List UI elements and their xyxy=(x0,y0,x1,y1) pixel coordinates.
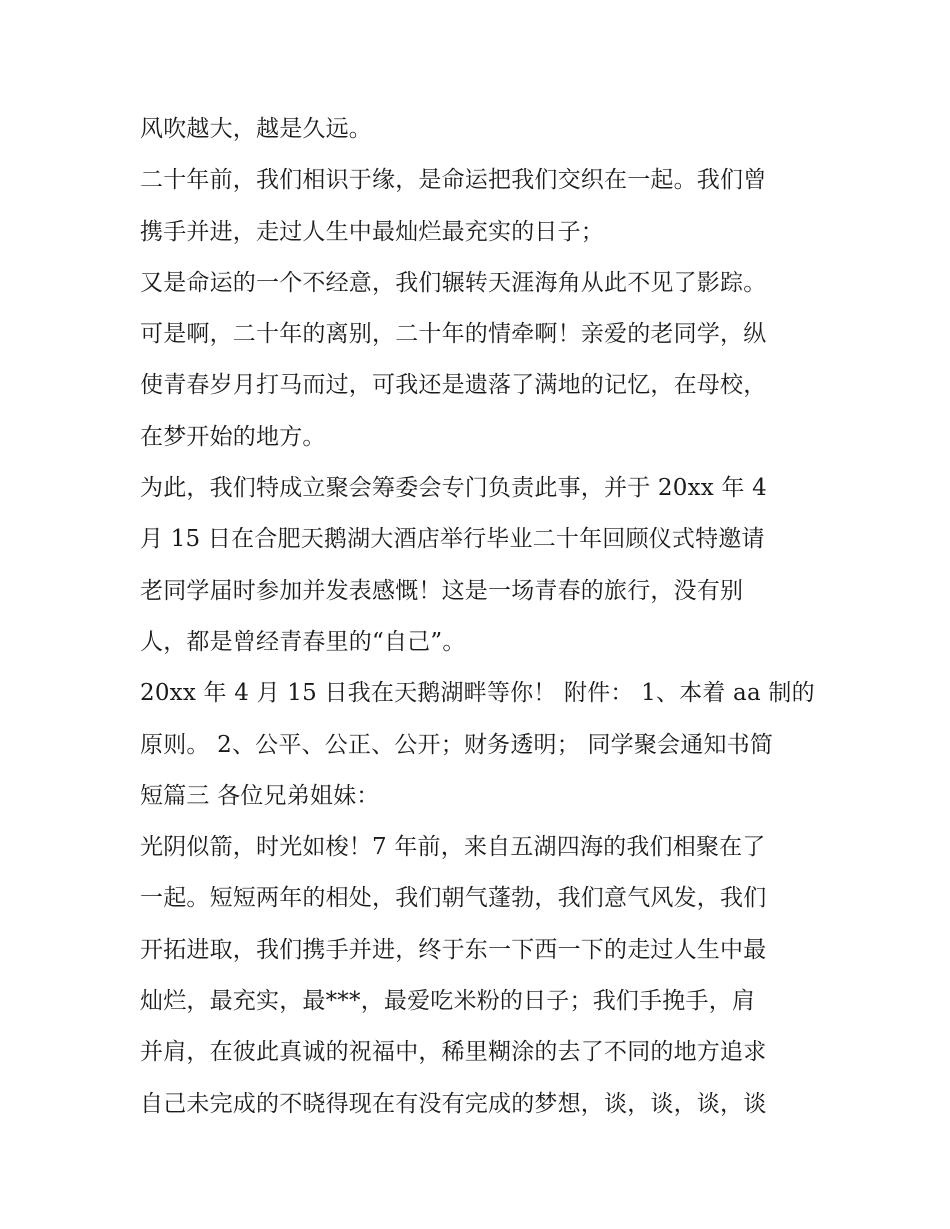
text-line: 并肩，在彼此真诚的祝福中，稀里糊涂的去了不同的地方追求 xyxy=(140,1039,767,1066)
text-line: 可是啊，二十年的离别，二十年的情牵啊！亲爱的老同学，纵 xyxy=(140,321,767,348)
text-line: 一起。短短两年的相处，我们朝气蓬勃，我们意气风发，我们 xyxy=(140,885,767,912)
text-line: 又是命运的一个不经意，我们辗转天涯海角从此不见了影踪。 xyxy=(140,269,767,296)
text-line: 在梦开始的地方。 xyxy=(140,423,326,450)
text-line: 原则。 2、公平、公正、公开；财务透明； 同学聚会通知书简 xyxy=(140,731,774,758)
text-line: 20xx 年 4 月 15 日我在天鹅湖畔等你！ 附件： 1、本着 aa 制的 xyxy=(140,680,815,707)
text-line: 人，都是曾经青春里的“自己”。 xyxy=(140,628,466,655)
document-body xyxy=(140,104,820,1130)
text-line: 老同学届时参加并发表感慨！这是一场青春的旅行，没有别 xyxy=(140,577,744,604)
text-line: 使青春岁月打马而过，可我还是遗落了满地的记忆，在母校， xyxy=(140,372,767,399)
text-line: 携手并进，走过人生中最灿烂最充实的日子； xyxy=(140,218,604,245)
text-line: 风吹越大，越是久远。 xyxy=(140,116,372,142)
text-line: 自己未完成的不晓得现在有没有完成的梦想，谈，谈，谈，谈 xyxy=(140,1090,767,1117)
text-line: 开拓进取，我们携手并进，终于东一下西一下的走过人生中最 xyxy=(140,936,767,963)
text-line: 二十年前，我们相识于缘，是命运把我们交织在一起。我们曾 xyxy=(140,167,767,194)
text-line: 灿烂，最充实，最***，最爱吃米粉的日子；我们手挽手，肩 xyxy=(140,988,756,1015)
text-line: 为此，我们特成立聚会筹委会专门负责此事，并于 20xx 年 4 xyxy=(140,475,767,502)
text-line: 月 15 日在合肥天鹅湖大酒店举行毕业二十年回顾仪式特邀请 xyxy=(140,526,765,553)
text-line: 短篇三 各位兄弟姐妹： xyxy=(140,782,380,809)
text-line: 光阴似箭，时光如梭！7 年前，来自五湖四海的我们相聚在了 xyxy=(140,834,766,861)
